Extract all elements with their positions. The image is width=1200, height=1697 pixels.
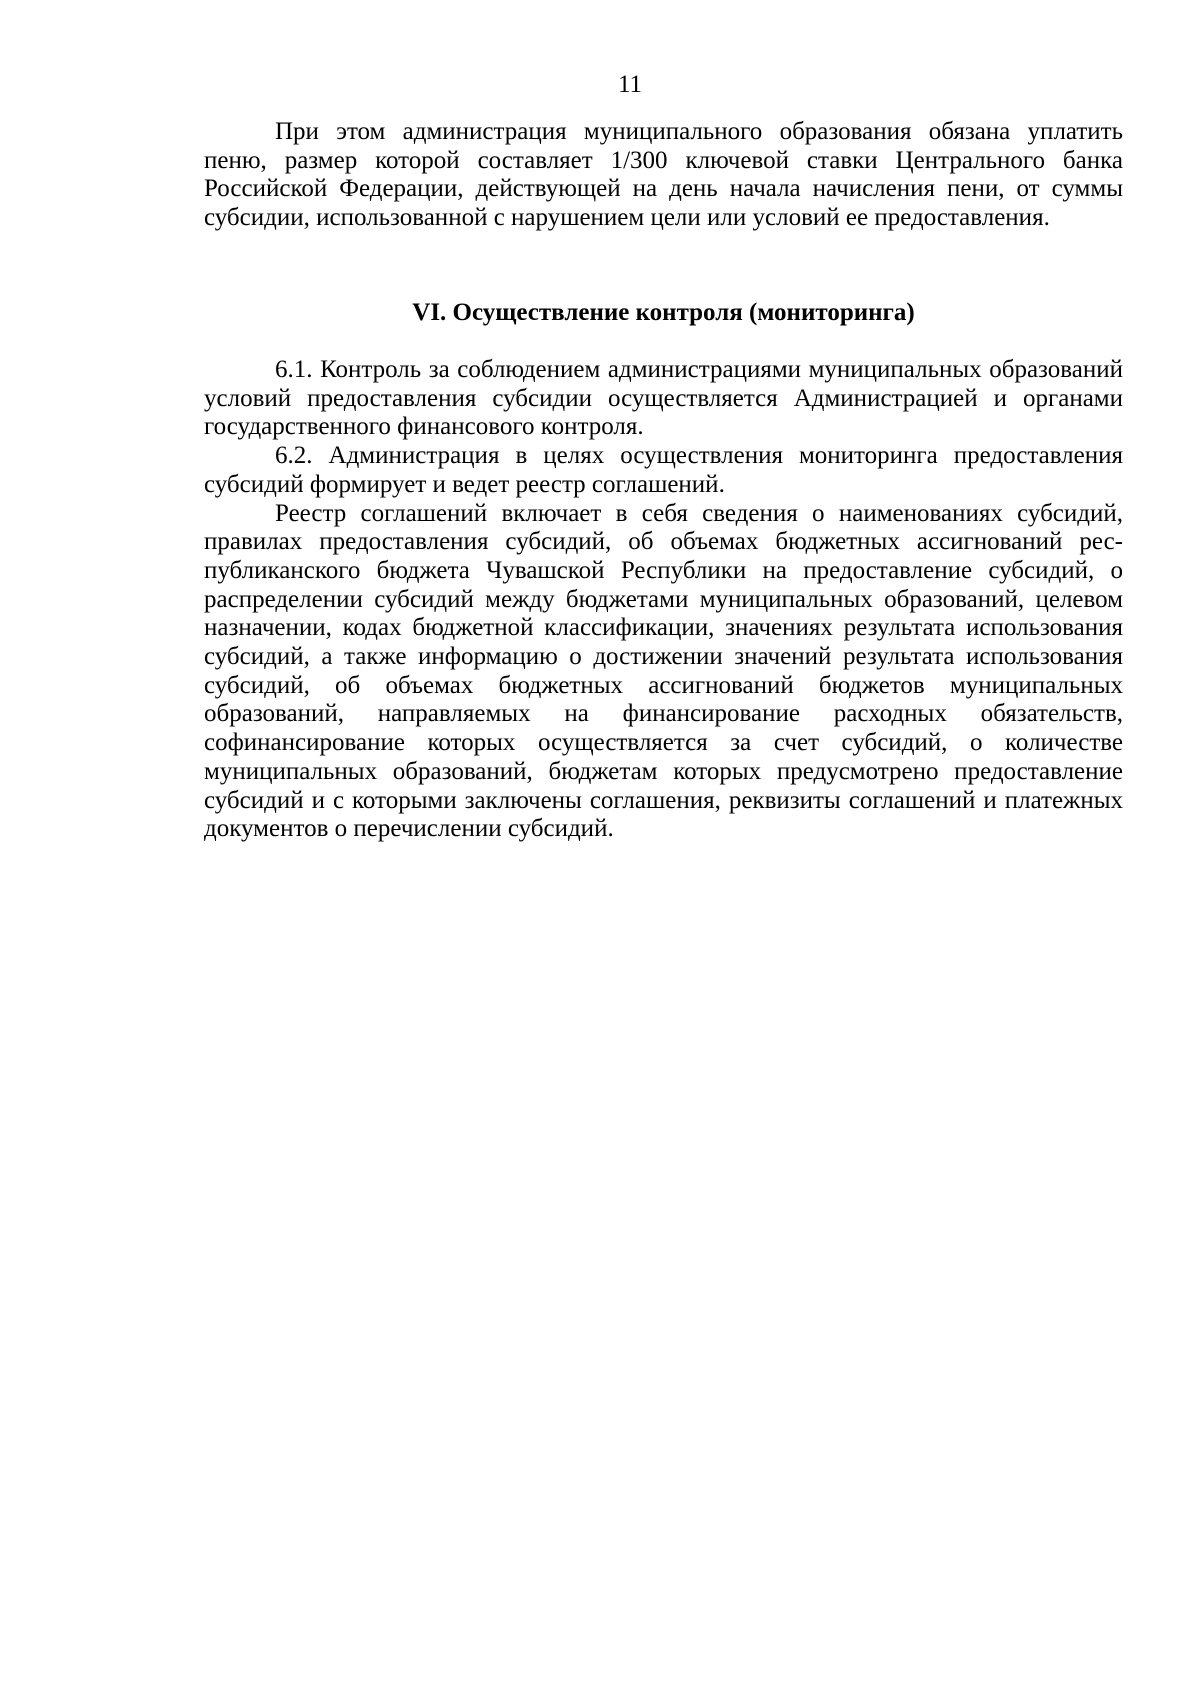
page-number: 11	[617, 71, 643, 98]
paragraph-6-2: 6.2. Администрация в целях осуществления мониторинга предоставления субсидий формирует и ведет реестр соглашений.	[204, 442, 1123, 498]
paragraph-penalty: При этом администрация муниципального образования обязана уплатить пеню, размер которой составляет 1/300 ключевой ставки Центрального банка Российской Федерации, действующей на день начала начисления пени, от суммы субсидии, использованной с нарушением цели или условий ее предоставления.	[204, 118, 1123, 232]
section-text-block	[204, 356, 1123, 844]
paragraph-6-1: 6.1. Контроль за соблюдением администрациями муниципальных образований условий предоставления субсидии осуществляется Администрацией и органами государственного финансового контроля.	[204, 356, 1123, 441]
section-heading: VI. Осуществление контроля (мониторинга)	[412, 299, 915, 326]
intro-text-block	[204, 118, 1123, 233]
paragraph-registry: Реестр соглашений включает в себя сведения о наименованиях субсидий, правилах предоставления субсидий, об объемах бюджетных ассигнований республиканского бюджета Чувашской Республики на предоставление субсидий, о распределении субсидий между бюджетами муниципальных образований, целевом назначении, кодах бюджетной классификации, значениях результата использования субсидий, а также информацию о достижении значений результата использования субсидий, об объемах бюджетных ассигнований бюджетов муниципальных образований, направляемых на финансирование расходных обязательств, софинансирование которых осуществляется за счет субсидий, о количестве муниципальных образований, бюджетам которых предусмотрено предоставление субсидий и с которыми заключены соглашения, реквизиты соглашений и платежных документов о перечислении субсидий.	[204, 499, 1123, 843]
